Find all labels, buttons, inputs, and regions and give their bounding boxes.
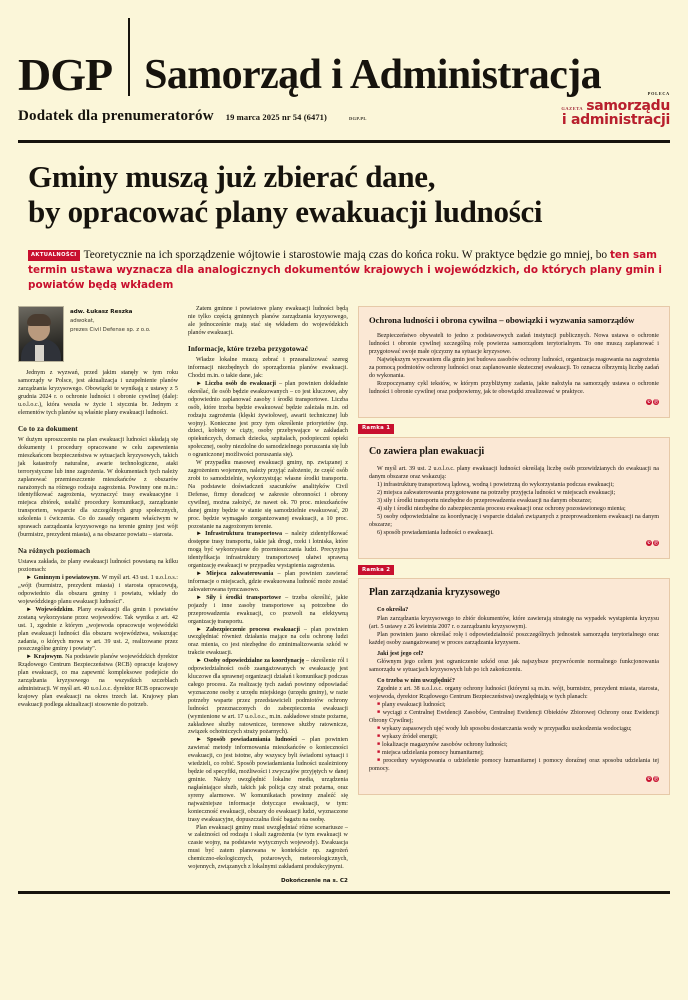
promo-badge [561,92,670,128]
ramka2-badge: Ramka 2 [358,565,394,575]
author-role-1: adwokat, [70,318,95,325]
c2-bullet-7: ► Sposób powiadamiania ludności – plan powinien zawierać metody informowania mieszkańców o konieczności ewakuacji, co jest istotne, aby wszyscy byli świadomi sytuacji i wiedzieli, co robić. Sposób powiadamiania ludności uzależniony będzie od specyfiki, możliwości i zwyczajów przyjętych w danej gminie. Należy uwzględnić lokalne media, urządzenia nagłaśniające służb, takich jak policja czy straż pożarna, oraz syreny alarmowe. W komunikatach powinny znaleźć się najważniejsze informacje dotyczące ewakuacji, w tym: konieczność ewakuacji, obszary do ewakuacji ludzi, wyznaczone trasy ewakuacyjne, dopuszczalna ilość bagażu na osobę. [187,737,348,823]
c1-bullet-1-text: . W myśl art. 43 ust. 1 u.o.l.o.s.: „wójt (burmistrz, prezydent miasta) i starosta opracowują, odpowiednio dla obszaru gminy i powiatu, wkłady do wojewódzkiego planu ewakuacji ludności". [18,575,178,605]
c2-para-last: Plan ewakuacji gminy musi uwzględniać różne scenariusze – w zależności od rodzaju i skali zagrożenia (w tym ewakuacji w czasie wojny, na podstawie wytycznych wojewody). Ewakuacja musi być zatem planowana w kontekście np. zagrożeń chemiczno-ekologicznych, pożarowych, meteorologicznych, wojennych, związanych z lokalnymi zakładami produkcyjnymi. [187,824,348,871]
c2-bullet-4-label: Siły i środki transportowe [206,594,282,601]
ramka2-endmark: © Ⓟ [646,776,658,782]
c2-bullet-6-text: – określenie ról i odpowiedzialności osób zaangażowanych w ewakuację jest kluczowe dla sprawnej organizacji działań i komunikacji podczas całego procesu. Za realizację tych zadań powinny odpowiadać wyznaczone osoby z urzędu miejskiego (urzędu gminy), w razie potrzeby wsparte przez przedstawicieli podmiotów ochrony ludności przeznaczonych do zabezpieczenia ewakuacji (wymienione w art. 17 u.o.l.o.c., m.in. zakładowe straże pożarne, zakładowe służby ratownicze, terenowe służby ratownicze, związek ochotniczych straży pożarnych). [187,658,348,736]
ramka1-label-wrap [358,424,670,437]
c1-bullet-2-label: Wojewódzkim [35,606,73,613]
c2-bullet-1: ► Liczba osób do ewakuacji – plan powinien dokładnie określać, ile osób będzie ewakuowanych – co jest kluczowe, aby odpowiednio zaplanować zasoby i środki transportowe. Liczba osób, które trzeba będzie ewakuować będzie zależała m.in. od rodzaju zagrożenia (klęski żywiołowej, awarii technicznej lub wojny). Konieczne jest przy tym określenie priorytetów (np. dzieci, kobiety w ciąży, osoby przebywające w zakładach opiekuńczych, domach dziecka, szpitalach, podopieczni opieki społecznej, osoby niezdolne do samodzielnego poruszania się lub o ograniczonej możliwości poruszania się). [187,380,348,459]
column-1 [18,306,178,885]
ramka2-sub-3: Co trzeba w nim uwzględnić? [376,676,455,684]
box-main-para-1: Bezpieczeństwo obywateli to jedno z podstawowych zadań instytucji publicznych. Nowa ustawa o ochronie ludności i obronie cywilnej szczególną rolę powierza samorządom terytorialnym. To one muszą zaplanować i przygotować swoje małe ojczyzny na sytuacje kryzysowe. [368,332,659,355]
ramka2-para-1: Plan zarządzania kryzysowego to zbiór dokumentów, które zawierają strategię na wypadek wystąpienia kryzysu (art. 5 ustawy z 26 kwietnia 2007 r. o zarządzaniu kryzysowym). [368,615,659,630]
c2-bullet-3-label: Miejsca zakwaterowania [206,571,274,578]
ramka1-item-6: 6) sposób powiadamiania ludności o ewakuacji. [376,530,494,537]
ramka2-title: Plan zarządzania kryzysowego [368,587,501,599]
kicker-badge: AKTUALNOŚCI [28,250,80,261]
square-bullet-icon: ■ [376,701,380,707]
column-2 [188,306,348,885]
c1-bullet-3-label: Krajowym [33,654,62,661]
ramka2-item-1: ■ plany ewakuacji ludności; [376,701,446,709]
box-main-para-3: Rozpoczynamy cykl tekstów, w którym przybliżymy zadania, jakie nałożyła na samorządy ustawa o ochronie ludności i obronie cywilnej oraz podpowiemy, jak te obowiązki zrealizować w praktyce. [368,380,659,395]
c2-bullet-1-text: – plan powinien dokładnie określać, ile osób będzie ewakuowanych – co jest kluczowe, aby odpowiednio zaplanować zasoby i środki transportowe. Liczba osób, które trzeba będzie ewakuować będzie zależała m.in. od rodzaju zagrożenia (klęski żywiołowej, awarii technicznej lub wojny). Konieczne jest przy tym określenie priorytetów (np. dzieci, kobiety w ciąży, osoby przebywające w zakładach opiekuńczych, domach dziecka, szpitalach, podopieczni opieki społecznej, osoby niezdolne do samodzielnego poruszania się lub o ograniczonej możliwości poruszania się). [187,380,348,459]
ramka1-item-1: 1) infrastrukturę transportową lądową, wodną i powietrzną do wykorzystania podczas ewakuacji; [376,482,615,489]
square-bullet-icon: ■ [376,741,380,747]
c2-bullet-1-label: Liczba osób do ewakuacji [204,380,277,387]
ramka1-item-2: 2) miejsca zakwaterowania przygotowane na potrzeby przyjęcia ludności w miejscach ewakuacji; [376,490,616,497]
c2-heading-info: Informacje, które trzeba przygotować [187,344,308,353]
c2-bullet-7-label: Sposób powiadamiania ludności [206,737,297,744]
author-name: adw. Łukasz Reszka [70,309,133,316]
brand-logo: DGP [18,48,113,100]
c1-para-3: Ustawa zakłada, że plany ewakuacji ludności powstaną na kilku poziomach: [18,559,178,574]
ramka2-para-2: Plan powinien jasno określać rolę i odpowiedzialność poszczególnych jednostek samorządu terytorialnego oraz każdej osoby zaangażowanej w proces zarządzania kryzysem. [368,631,659,646]
c1-bullet-1-label: Gminnym i powiatowym [33,575,99,582]
c1-bullet-3-text: . Na podstawie planów wojewódzkich dyrektor Rządowego Centrum Bezpieczeństwa (RCB) opracuje krajowy plan ewakuacji, co ma zapewnić kompleksowe podejście do zarządzania kryzysowego na wszystkich szczeblach administracji. W myśl art. 40 u.o.l.o.c. dyrektor RCB opracowuje krajowy plan ewakuacji na okres trzech lat. Krajowy plan ewakuacji podlega aktualizacji stosownie do potrzeb. [18,654,178,708]
lead-paragraph [28,248,670,292]
promo-line2: i administracji [561,112,670,129]
c2-para-1: Zatem gminne i powiatowe plany ewakuacji ludności będą nie tylko częścią gminnych planów zarządzania kryzysowego, ale jednocześnie mają stać się wkładem do wojewódzkich planów ewakuacji. [187,306,348,336]
c2-para-3: W przypadku masowej ewakuacji gminy, np. związanej z zagrożeniem wojennym, należy przyjąć założenie, że część osób zrobi to samodzielnie, wykorzystując własne środki transportu. Na podstawie doświadczeń szacunków analityków Civil Defense, firmy doradczej w zakresie obronności i obrony cywilnej, można założyć, że nawet ok. 70 proc. mieszkańców danej gminy będzie w stanie się samodzielnie ewakuować, 20 proc. będzie wymagało zorganizowanej ewakuacji, a 10 proc. pozostanie na zagrożonym terenie. [187,460,348,530]
c2-bullet-5: ► Zabezpieczenie procesu ewakuacji – plan powinien uwzględniać również działania mające na celu ochronę ludzi oraz mienia, co jest niezbędne do zminimalizowania szkód w trakcie ewakuacji. [187,626,348,657]
continuation-note: Dokończenie na s. C2 [280,878,348,885]
ramka2-sub-2: Jaki jest jego cel? [376,649,424,657]
ramka1-title: Co zawiera plan ewakuacji [368,445,485,457]
c2-bullet-6: ► Osoby odpowiedzialne za koordynację – określenie ról i odpowiedzialności osób zaangażowanych w ewakuację jest kluczowe dla sprawnej organizacji działań i komunikacji podczas całego procesu. Za realizację tych zadań powinny odpowiadać wyznaczone osoby z urzędu miejskiego (urzędu gminy), w razie potrzeby wsparte przez przedstawicieli podmiotów ochrony ludności przeznaczonych do zabezpieczenia ewakuacji (wymienione w art. 17 u.o.l.o.c., m.in. zakładowe straże pożarne, zakładowe służby ratownicze, terenowe służby ratownicze, związek ochotniczych straży pożarnych). [187,658,348,736]
c2-bullet-6-label: Osoby odpowiedzialne za koordynację [203,658,305,665]
c1-bullet-1: ► Gminnym i powiatowym. W myśl art. 43 ust. 1 u.o.l.o.s.: „wójt (burmistrz, prezydent miasta) i starosta opracowują, odpowiednio dla obszaru gminy i powiatu, wkłady do wojewódzkiego planu ewakuacji ludności". [18,575,178,605]
c2-bullet-4: ► Siły i środki transportowe – trzeba określić, jakie pojazdy i inne zasoby transportowe są potrzebne do przeprowadzenia ewakuacji, co pozwoli na efektywną organizację transportu. [187,594,348,625]
c2-bullet-5-text: – plan powinien uwzględniać również działania mające na celu ochronę ludzi oraz mienia, co jest niezbędne do zminimalizowania szkód w trakcie ewakuacji. [187,626,348,657]
lead-red-text: ten sam termin ustawa wyznacza dla analogicznych dokumentów krajowych i wojewódzkich, do których plany gmin i powiatów będą wkładem [28,248,662,291]
author-block [18,306,178,362]
box-main-intro [358,306,670,418]
c1-bullet-2: ► Wojewódzkim. Plany ewakuacji dla gmin i powiatów zostaną wykorzystane przez wojewodów. Tak wynika z art. 42 ust. 1, zgodnie z którym „wojewoda opracowuje wojewódzki plan ewakuacji ludności dla obszaru województwa, wskazując zadania, o których mowa w art. 39 ust. 2, realizowane przez poszczególne gminy i powiaty". [18,606,178,653]
ramka2-item-3: ■ wykazy zapasowych ujęć wody lub sposobu dostarczania wody w przypadku uszkodzenia wodociągu; [376,725,632,733]
c2-bullet-4-text: – trzeba określić, jakie pojazdy i inne zasoby transportowe są potrzebne do przeprowadzenia ewakuacji, co pozwoli na efektywną organizację transportu. [187,594,348,625]
ramka1-intro: W myśl art. 39 ust. 2 u.o.l.o.c. plany ewakuacji ludności określają liczbę osób przewidzianych do ewakuacji na danym obszarze oraz wskazują: [368,465,659,480]
footer-rule [18,891,670,894]
section-title: Samorząd i Administracja [144,52,602,99]
masthead-rule [18,140,670,143]
column-3-sidebar [358,306,670,885]
c1-para-2: W dużym uproszczeniu na plan ewakuacji ludności składają się dokumenty i procedury opracowane w celu zapewnienia mieszkańcom bezpieczeństwa w sytuacjach kryzysowych, takich jak katastrofy naturalne, awarie technologiczne, ataki terrorystyczne lub inne zagrożenia. W dokumentach tych należy zaplanować przemieszczenie mieszkańców z obszarów narażonych na różnego rodzaju zagrożenia. Powinny one m.in.: identyfikować zagrożenia, wyznaczyć trasy ewakuacyjne i miejsca zbiórek, ustalić procedury komunikacji, zarządzanie transportem, wsparcie dla szczególnych grup społecznych, szkolenia i ćwiczenia. Co do zasady organem właściwym w sprawach zarządzania kryzysowego na terenie gminy jest wójt (burmistrz, prezydent miasta), a na obszarze powiatu – starosta. [18,437,178,539]
masthead-divider [128,18,130,96]
c2-bullet-2-text: – należy zidentyfikować dostępne trasy transportu, takie jak drogi, rzeki i lotniska, które mogą być wykorzystane do przemieszczania ludzi. Precyzyjna identyfikacja infrastruktury transportowej ułatwi sprawną organizację ewakuacji w przypadku wystąpienia zagrożenia. [187,531,348,570]
ramka2-item-7: ■ procedury występowania o udzielenie pomocy humanitarnej i pomocy doraźnej oraz sposobu udzielania tej pomocy. [368,757,659,773]
ramka2-item-4: ■ wykazy źródeł energii; [376,733,438,741]
author-photo [18,306,64,362]
c2-bullet-3-text: – plan powinien zawierać informacje o miejscach, gdzie ewakuowana ludność może zostać zakwaterowana tymczasowo. [187,571,348,593]
square-bullet-icon: ■ [376,757,382,763]
article-columns [18,306,670,885]
c1-bullet-3: ► Krajowym. Na podstawie planów wojewódzkich dyrektor Rządowego Centrum Bezpieczeństwa (RCB) opracuje krajowy plan ewakuacji, co ma zapewnić kompleksowe podejście do zarządzania kryzysowego na wszystkich szczeblach administracji. W myśl art. 40 u.o.l.o.c. dyrektor RCB opracowuje krajowy plan ewakuacji na okres trzech lat. Krajowy plan ewakuacji podlega aktualizacji stosownie do potrzeb. [18,654,178,708]
lead-plain-text: Teoretycznie na ich sporządzenie wójtowie i starostowie mają czas do końca roku. W praktyce będzie go mniej, bo [83,248,610,261]
ramka2-para-4: Zgodnie z art. 38 u.o.l.o.c. organy ochrony ludności (którymi są m.in. wójt, burmistrz, prezydent miasta, starosta, wojewoda, dyrektor Rządowego Centrum Bezpieczeństwa) uwzględniają w tych planach: [368,686,659,701]
square-bullet-icon: ■ [376,725,380,731]
c2-bullet-3: ► Miejsca zakwaterowania – plan powinien zawierać informacje o miejscach, gdzie ewakuowana ludność może zostać zakwaterowana tymczasowo. [187,571,348,593]
site-code: DGP.PL [348,116,367,121]
c2-bullet-5-label: Zabezpieczenie procesu ewakuacji [205,626,300,633]
ramka2-label-wrap [358,565,670,578]
author-role-2: prezes Civil Defense sp. z o.o. [70,326,151,333]
ramka2-item-2: ■ wyciągi z Centralnej Ewidencji Zasobów, Centralnej Ewidencji Obiektów Zbiorowej Ochrony oraz Ewidencji Obrony Cywilnej; [368,709,659,725]
box-ramka-2 [358,578,670,795]
box-main-endmark: © Ⓟ [646,398,658,404]
promo-line1: samorządu [586,98,670,115]
c2-bullet-2-label: Infrastruktura transportowa [205,531,283,538]
c1-heading-poziomy: Na różnych poziomach [18,546,91,555]
box-main-title: Ochrona ludności i obrona cywilna – obowiązki i wyzwania samorządów [368,315,635,326]
ramka1-badge: Ramka 1 [358,424,394,434]
promo-gazeta-label: GAZETA [561,105,584,111]
headline-line-2: by opracować plany ewakuacji ludności [28,194,543,230]
ramka2-sub-1: Co określa? [376,606,409,614]
c1-para-1: Jednym z wyzwań, przed jakim stanęły w tym roku samorządy w Polsce, jest aktualizacja i uzupełnienie planów zarządzania kryzysowego. Obowiązki te wynikają z ustawy z 5 grudnia 2024 r. o ochronie ludności i obronie cywilnej (dalej: u.o.l.o.c.), która weszła w życie 1 stycznia br. Jednym z elementów tych planów są właśnie plany ewakuacji ludności. [18,370,178,416]
c2-para-2: Władze lokalne muszą zebrać i przeanalizować szereg informacji niezbędnych do sporządzenia planów ewakuacji. Chodzi m.in. o takie dane, jak: [187,357,348,379]
masthead [18,0,670,100]
ramka1-item-3: 3) siły i środki transportu niezbędne do przeprowadzenia ewakuacji na danym obszarze; [376,498,592,505]
subscriber-line: Dodatek dla prenumeratorów [18,108,214,124]
headline-line-1: Gminy muszą już zbierać dane, [28,159,436,194]
ramka2-para-3: Głównym jego celem jest ograniczenie szkód oraz jak najszybsze przywrócenie normalnego funkcjonowania samorządu w sytuacjach kryzysowych lub po ich zakończeniu. [368,658,659,673]
ramka1-item-4: 4) siły i środki niezbędne do zabezpieczenia procesu ewakuacji oraz ochrony pozostawionego mienia; [376,506,626,513]
square-bullet-icon: ■ [376,733,380,739]
ramka1-endmark: © Ⓟ [646,540,658,546]
ramka2-item-6: ■ miejsca udzielania pomocy humanitarnej; [376,749,484,757]
c1-heading-dokument: Co to za dokument [18,424,78,433]
masthead-subrow [18,91,670,134]
c1-bullet-2-text: . Plany ewakuacji dla gmin i powiatów zostaną wykorzystane przez wojewodów. Tak wynika z art. 42 ust. 1, zgodnie z którym „wojewoda opracowuje wojewódzki plan ewakuacji ludności dla obszaru województwa, wskazując zadania, o których mowa w art. 39 ust. 2, realizowane przez poszczególne gminy i powiaty". [18,606,178,653]
box-main-para-2: Największym wyzwaniem dla gmin jest budowa zasobów ochrony ludności, organizacja reagowania na zagrożenia za pomocą podmiotów ochrony ludności oraz zaplanowanie skutecznej ewakuacji. To oznacza olbrzymią liczbę zadań do wykonania. [368,356,659,379]
box-ramka-1 [358,437,670,559]
ramka1-item-5: 5) osoby odpowiedzialne za koordynację i wsparcie działań związanych z przeprowadzeniem ewakuacji na danym obszarze; [368,514,659,529]
issue-line: 19 marca 2025 nr 54 (6471) [225,112,327,122]
c2-bullet-2: ► Infrastruktura transportowa – należy zidentyfikować dostępne trasy transportu, takie jak drogi, rzeki i lotniska, które mogą być wykorzystane do przemieszczania ludzi. Precyzyjna identyfikacja infrastruktury transportowej ułatwi sprawną organizację ewakuacji w przypadku wystąpienia zagrożenia. [187,531,348,570]
promo-poleca-label: POLECA [647,91,670,96]
square-bullet-icon: ■ [376,709,381,715]
ramka2-item-5: ■ lokalizacje magazynów zasobów ochrony ludności; [376,741,508,749]
square-bullet-icon: ■ [376,749,380,755]
c2-bullet-7-text: – plan powinien zawierać metody informowania mieszkańców o konieczności ewakuacji, co jest istotne, aby wszyscy byli świadomi sytuacji i wiedzieli, co robić. Sposób powiadamiania ludności uzależniony będzie od specyfiki, możliwości i zwyczajów przyjętych w danej gminie. Należy uwzględnić lokalne media, urządzenia nagłaśniające służb, takich jak policja czy straż pożarna, oraz syreny alarmowe. W komunikatach powinny znaleźć się najważniejsze informacje dotyczące ewakuacji, w tym: konieczność ewakuacji, obszary do ewakuacji ludzi, wyznaczone trasy ewakuacyjne, dopuszczalna ilość bagażu na osobę. [187,737,348,823]
page-title [28,159,670,230]
